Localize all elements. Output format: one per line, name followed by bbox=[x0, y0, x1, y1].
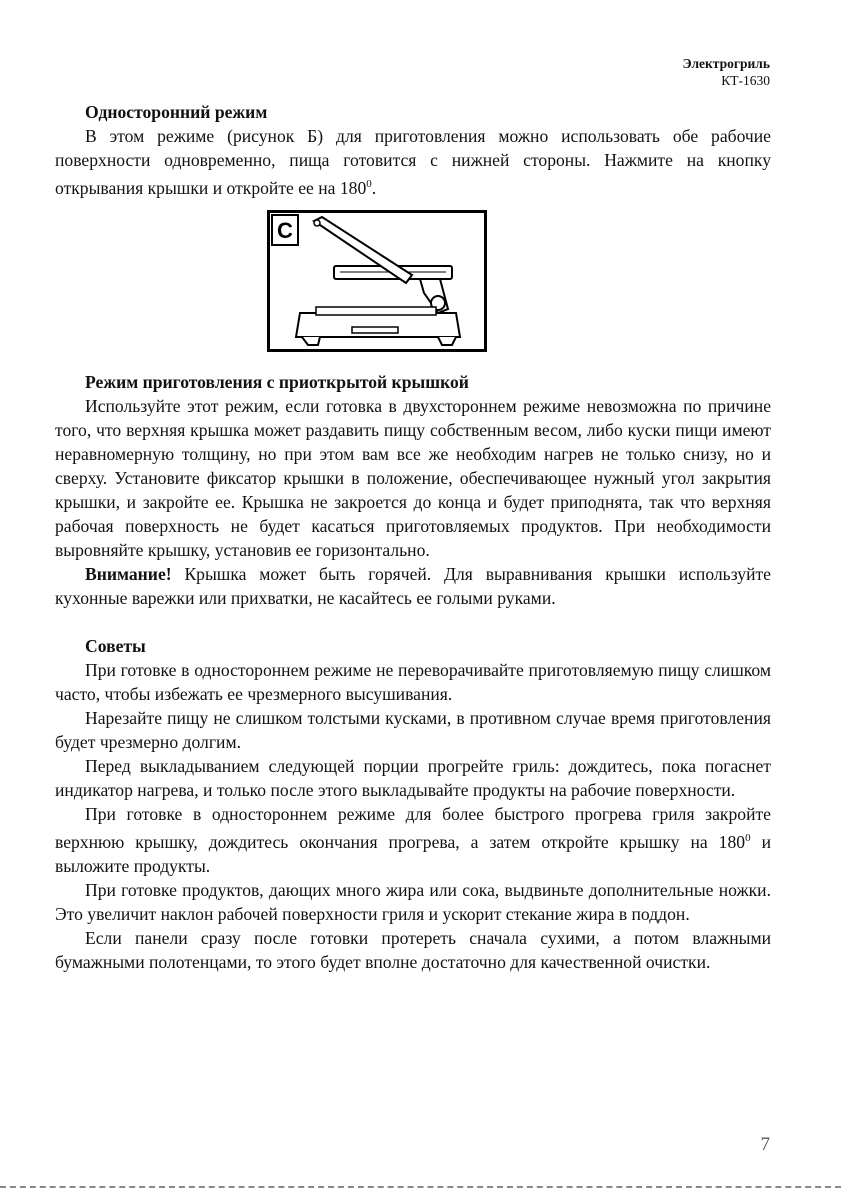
spacer bbox=[55, 610, 771, 634]
paragraph-end: . bbox=[371, 177, 377, 198]
tip-item: Нарезайте пищу не слишком толстыми кусками, в противном случае время приготовления будет чрезмерно долгим. bbox=[55, 707, 771, 752]
model-number: КТ-1630 bbox=[721, 73, 770, 88]
warning-text: Крышка может быть горячей. Для выравнивания крышки используйте кухонные варежки или прихватки, не касайтесь ее голыми руками. bbox=[55, 563, 771, 608]
paragraph-half-open: Используйте этот режим, если готовка в двухстороннем режиме невозможна по причине того, что верхняя крышка может раздавить пищу собственным весом, либо куски пищи имеют неравномерную толщину, но при этом вам все же необходим нагрев не только снизу, но и сверху. Установите фиксатор крышки в положение, обеспечивающее нужный угол закрытия крышки, и закройте ее. Крышка не закроется до конца и будет приподнята, так что верхняя рабочая поверхность не будет касаться приготовляемых продуктов. При необходимости выровняйте крышку, установив ее горизонтально. bbox=[55, 395, 771, 560]
figure-label: C bbox=[277, 217, 293, 243]
figure-grill-open bbox=[267, 210, 487, 352]
section-title-single-sided: Односторонний режим bbox=[85, 102, 268, 122]
document-body bbox=[55, 100, 771, 974]
paragraph-text: В этом режиме (рисунок Б) для приготовления можно использовать обе рабочие поверхности одновременно, пища готовится с нижней стороны. Нажмите на кнопку открывания крышки и откройте ее на 180 bbox=[55, 126, 771, 198]
tip-item: Если панели сразу после готовки протереть сначала сухими, а потом влажными бумажными полотенцами, то этого будет вполне достаточно для качественной очистки. bbox=[55, 927, 771, 972]
tip-item: При готовке в одностороннем режиме не переворачивайте приготовляемую пищу слишком часто, чтобы избежать ее чрезмерного высушивания. bbox=[55, 659, 771, 704]
degree-mark: 0 bbox=[366, 178, 372, 190]
paragraph-warning bbox=[55, 562, 771, 610]
tip-item: Перед выкладыванием следующей порции прогрейте гриль: дождитесь, пока погаснет индикатор нагрева, и только после этого выкладывайте продукты на рабочие поверхности. bbox=[55, 755, 771, 800]
figure-container bbox=[55, 200, 771, 370]
page-header bbox=[682, 55, 770, 89]
section-title-tips: Советы bbox=[85, 635, 146, 656]
page-number: 7 bbox=[760, 1134, 770, 1155]
tip-text-end: и выложите продукты. bbox=[55, 831, 771, 876]
page-bottom-divider bbox=[0, 1186, 841, 1188]
tip-item: При готовке продуктов, дающих много жира или сока, выдвиньте дополнительные ножки. Это увеличит наклон рабочей поверхности гриля и ускорит стекание жира в поддон. bbox=[55, 879, 771, 924]
degree-mark: 0 bbox=[745, 831, 751, 844]
tip-text: При готовке в одностороннем режиме для более быстрого прогрева гриля закройте верхнюю крышку, дождитесь окончания прогрева, а затем откройте крышку на 180 bbox=[55, 803, 771, 852]
tip-item bbox=[55, 802, 771, 878]
grill-open-180-illustration bbox=[270, 213, 484, 349]
paragraph-single-sided bbox=[55, 124, 771, 200]
warning-label: Внимание! bbox=[85, 563, 172, 584]
product-name: Электрогриль bbox=[682, 56, 770, 71]
section-title-half-open: Режим приготовления с приоткрытой крышкой bbox=[85, 371, 469, 392]
